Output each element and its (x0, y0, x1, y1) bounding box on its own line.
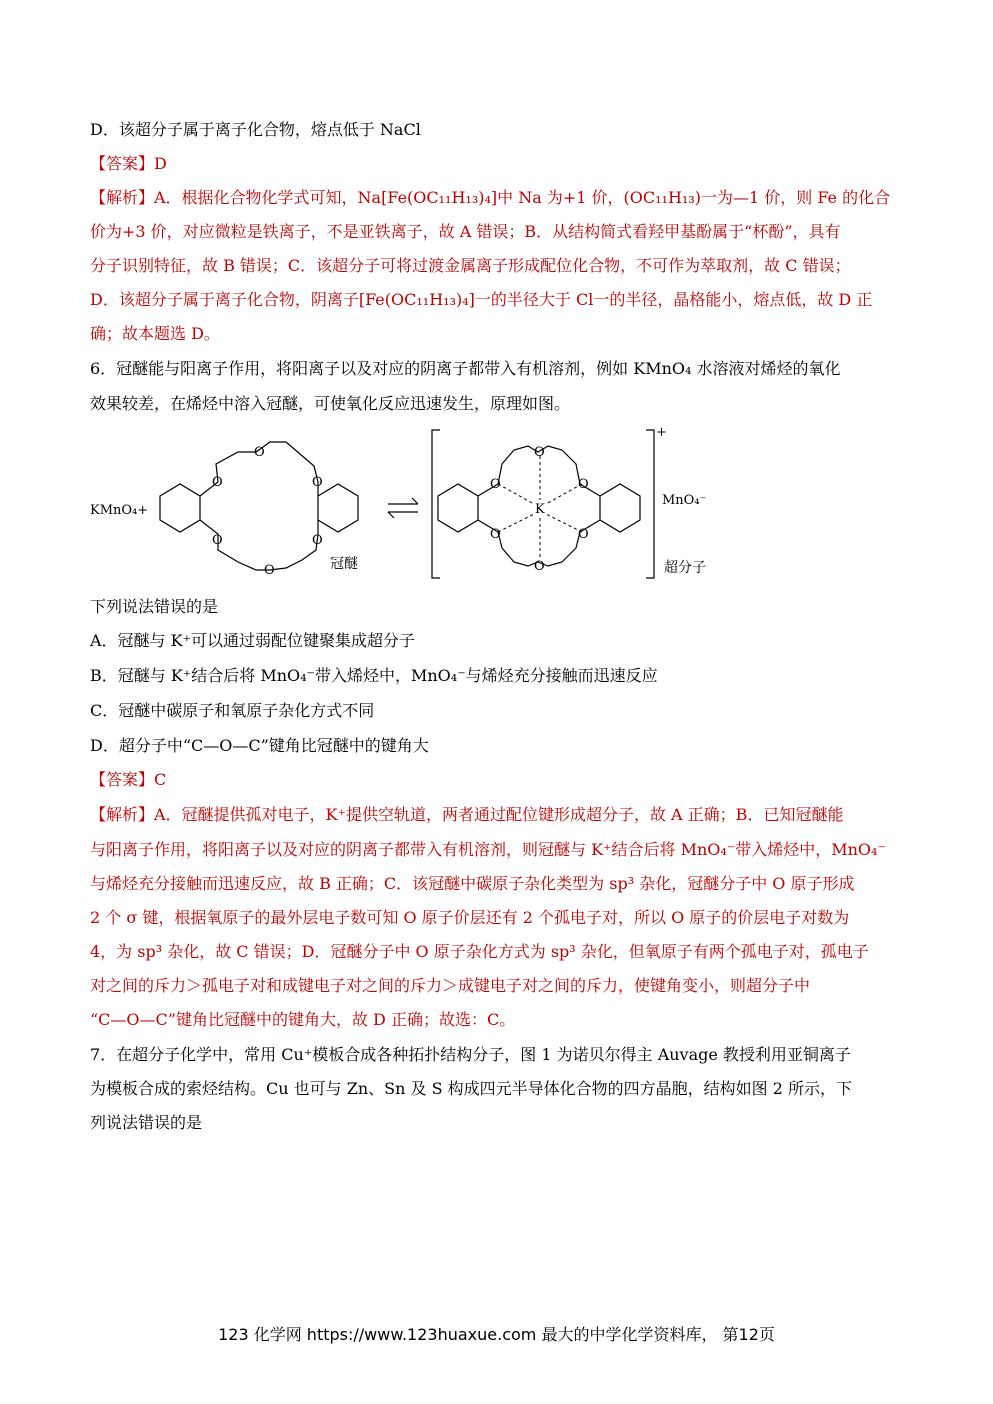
question-6-line-2: 效果较差，在烯烃中溶入冠醚，可使氧化反应迅速发生，原理如图。 (90, 394, 571, 413)
anion-label: MnO₄⁻ (662, 493, 707, 508)
crown-o-4: O (212, 533, 223, 548)
question-6-prompt: 下列说法错误的是 (90, 597, 219, 616)
charge-plus: + (656, 426, 667, 440)
crown-o-3: O (312, 475, 323, 490)
analysis-6-line-3: 与烯烃充分接触而迅速反应，故 B 正确；C．该冠醚中碳原子杂化类型为 sp³ 杂化，冠醚分子中 O 原子形成 (90, 874, 855, 893)
crown-o-1: O (212, 475, 223, 490)
page-footer: 123 化学网 https://www.123huaxue.com 最大的中学化学资料库， 第12页 (218, 1325, 775, 1344)
crown-ether-label: 冠醚 (330, 556, 358, 572)
potassium-center: K (535, 502, 545, 517)
crown-o-5: O (264, 563, 275, 578)
supra-o-1: O (534, 445, 545, 460)
question-6-line-1: 6．冠醚能与阳离子作用，将阳离子以及对应的阴离子都带入有机溶剂，例如 KMnO₄ 水溶液对烯烃的氧化 (90, 359, 841, 378)
option-d-prev: D．该超分子属于离子化合物，熔点低于 NaCl (90, 120, 421, 139)
answer-6: 【答案】C (90, 770, 167, 789)
question-7-line-2: 为模板合成的索烃结构。Cu 也可与 Zn、Sn 及 S 构成四元半导体化合物的四方晶胞，结构如图 2 所示，下 (90, 1079, 852, 1098)
analysis-5-line-4: D．该超分子属于离子化合物，阴离子[Fe(OC₁₁H₁₃)₄]一的半径大于 Cl一的半径，晶格能小，熔点低，故 D 正 (90, 290, 873, 309)
analysis-6-line-7: “C—O—C”键角比冠醚中的键角大，故 D 正确；故选：C。 (90, 1010, 516, 1029)
supra-o-6: O (534, 559, 545, 574)
option-6-b: B．冠醚与 K⁺结合后将 MnO₄⁻带入烯烃中，MnO₄⁻与烯烃充分接触而迅速反应 (90, 666, 658, 685)
supra-o-5: O (578, 527, 589, 542)
question-7-line-3: 列说法错误的是 (90, 1113, 203, 1132)
analysis-6-line-2: 与阳离子作用，将阳离子以及对应的阴离子都带入有机溶剂，则冠醚与 K⁺结合后将 MnO₄⁻带入烯烃中，MnO₄⁻ (90, 840, 886, 859)
analysis-6-line-1: 【解析】A．冠醚提供孤对电子，K⁺提供空轨道，两者通过配位键形成超分子，故 A 正确；B．已知冠醚能 (90, 805, 844, 824)
supra-o-4: O (490, 527, 501, 542)
analysis-5-line-5: 确；故本题选 D。 (90, 324, 220, 343)
analysis-6-line-6: 对之间的斥力＞孤电子对和成键电子对之间的斥力＞成键电子对之间的斥力，使键角变小，则超分子中 (90, 976, 811, 995)
supramolecule-label: 超分子 (664, 560, 706, 576)
supra-o-2: O (490, 477, 501, 492)
crown-o-2: O (254, 445, 265, 460)
crown-o-6: O (312, 533, 323, 548)
crown-ether-reaction-diagram (88, 426, 708, 586)
analysis-6-line-5: 4，为 sp³ 杂化，故 C 错误；D．冠醚分子中 O 原子杂化方式为 sp³ 杂化，但氧原子有两个孤电子对，孤电子 (90, 942, 869, 961)
reagent-label: KMnO₄+ (90, 503, 149, 518)
option-6-c: C．冠醚中碳原子和氧原子杂化方式不同 (90, 701, 375, 720)
analysis-6-line-4: 2 个 σ 键，根据氧原子的最外层电子数可知 O 原子价层还有 2 个孤电子对，所以 O 原子的价层电子对数为 (90, 908, 850, 927)
option-6-d: D．超分子中“C—O—C”键角比冠醚中的键角大 (90, 736, 429, 755)
analysis-5-line-2: 价为+3 价，对应微粒是铁离子，不是亚铁离子，故 A 错误；B．从结构简式看羟甲基酚属于“杯酚”，具有 (90, 222, 841, 241)
supra-o-3: O (578, 477, 589, 492)
analysis-5-line-3: 分子识别特征，故 B 错误；C．该超分子可将过渡金属离子形成配位化合物，不可作为萃取剂，故 C 错误； (90, 256, 851, 275)
answer-5: 【答案】D (90, 154, 167, 173)
option-6-a: A．冠醚与 K⁺可以通过弱配位键聚集成超分子 (90, 631, 416, 650)
analysis-5-line-1: 【解析】A．根据化合物化学式可知，Na[Fe(OC₁₁H₁₃)₄]中 Na 为+1 价，(OC₁₁H₁₃)一为—1 价，则 Fe 的化合 (90, 188, 891, 207)
question-7-line-1: 7．在超分子化学中，常用 Cu⁺模板合成各种拓扑结构分子，图 1 为诺贝尔得主 Auvage 教授利用亚铜离子 (90, 1045, 851, 1064)
